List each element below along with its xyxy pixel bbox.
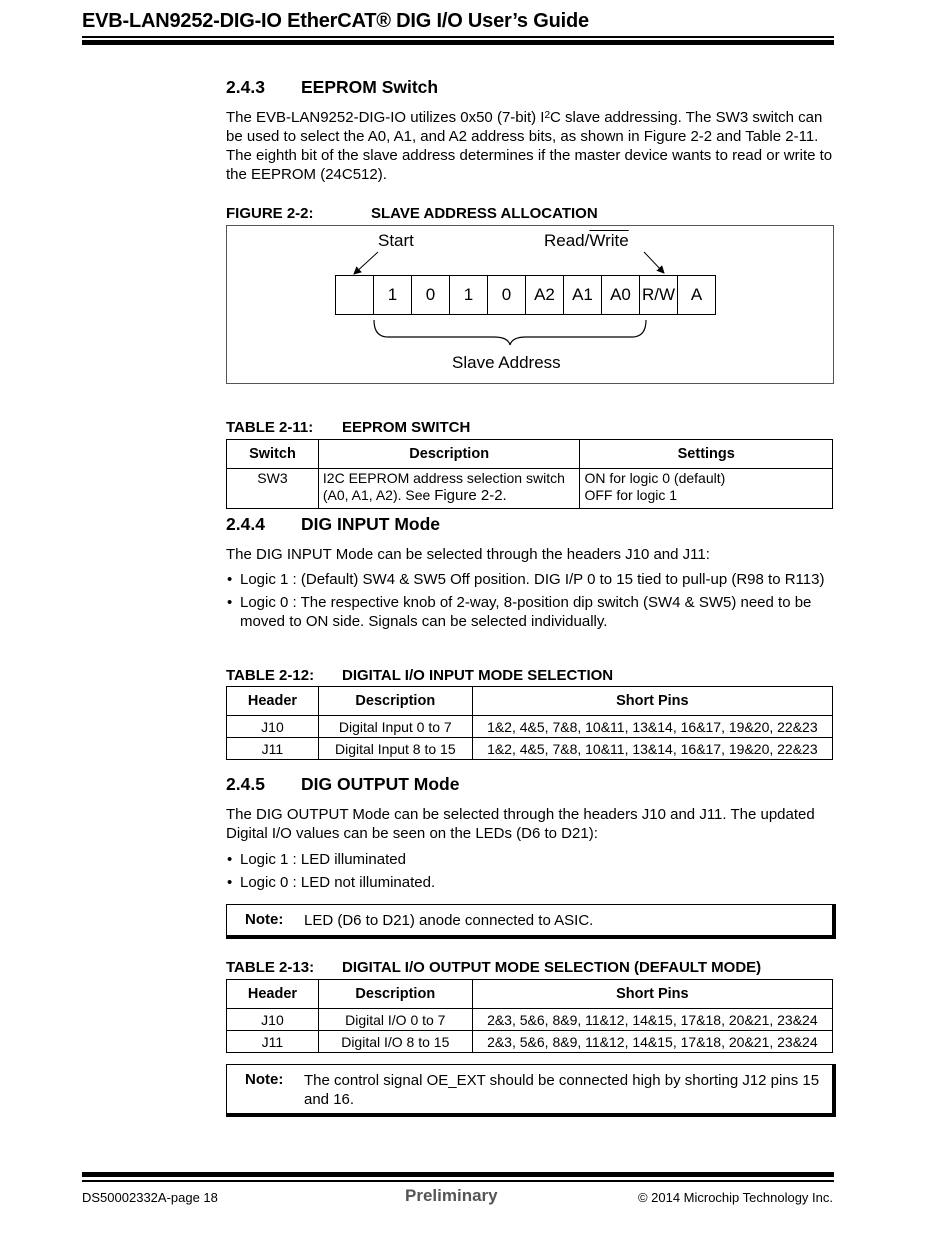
figure-label: FIGURE 2-2: xyxy=(226,205,314,222)
table-cell: J11 xyxy=(227,738,319,760)
figure-reference-link[interactable]: Figure 2-2. xyxy=(434,487,507,504)
table-output-mode xyxy=(226,979,833,1053)
superscript: 2 xyxy=(544,110,551,121)
address-bit-cells xyxy=(335,275,716,315)
footer-rule-thin xyxy=(82,1180,834,1182)
table-cell: Digital I/O 8 to 15 xyxy=(318,1031,472,1053)
document-title: EVB-LAN9252-DIG-IO EtherCAT® DIG I/O User’s Guide xyxy=(82,10,589,32)
table-cell: Digital I/O 0 to 7 xyxy=(318,1009,472,1031)
footer-preliminary: Preliminary xyxy=(405,1186,498,1205)
table-cell: Digital Input 0 to 7 xyxy=(318,716,472,738)
list-item: • Logic 1 : (Default) SW4 & SW5 Off position. DIG I/P 0 to 15 tied to pull-up (R98 to R113) xyxy=(226,570,836,589)
start-arrow xyxy=(354,252,378,274)
table-title: EEPROM SWITCH xyxy=(342,419,471,436)
column-header: Header xyxy=(227,687,319,716)
table-cell xyxy=(580,469,833,509)
section-number: 2.4.3 xyxy=(226,77,265,97)
address-bit-cell: A1 xyxy=(563,275,602,315)
cell-line: I2C EEPROM address selection switch xyxy=(322,470,565,486)
section-title: EEPROM Switch xyxy=(301,77,439,97)
table-label: TABLE 2-11: xyxy=(226,419,314,436)
table-2-11-caption xyxy=(226,419,470,436)
start-label: Start xyxy=(378,231,414,250)
table-cell: 1&2, 4&5, 7&8, 10&11, 13&14, 16&17, 19&20, 22&23 xyxy=(472,738,832,760)
dig-output-bullet-list xyxy=(226,850,836,896)
paragraph-part: The EVB-LAN9252-DIG-IO utilizes 0x50 (7-bit) I xyxy=(226,109,545,126)
column-header: Short Pins xyxy=(472,687,832,716)
table-2-12-caption xyxy=(226,667,613,684)
note-box-led xyxy=(226,904,836,939)
table-2-13-caption xyxy=(226,959,761,976)
column-header: Switch xyxy=(227,440,319,469)
table-cell: SW3 xyxy=(227,469,319,509)
write-label: Write xyxy=(589,231,629,250)
cell-line: ON for logic 0 (default) xyxy=(584,470,726,486)
table-title: DIGITAL I/O OUTPUT MODE SELECTION (DEFAULT MODE) xyxy=(342,959,762,976)
dig-input-bullet-list xyxy=(226,570,836,635)
table-cell: J10 xyxy=(227,1009,319,1031)
address-bit-cell: A2 xyxy=(525,275,564,315)
paragraph-dig-output: The DIG OUTPUT Mode can be selected through the headers J10 and J11. The updated Digital I/O values can be seen on the LEDs (D6 to D21): xyxy=(226,806,815,842)
slave-address-brace xyxy=(374,320,646,345)
table-cell xyxy=(318,469,580,509)
address-bit-cell: 1 xyxy=(373,275,412,315)
paragraph-part: C slave addressing. The SW3 switch can be used to select the A0, A1, and A2 address bits, as shown in Figure 2-2 and Table 2-11. The eighth bit of the slave address determines if the master device wants to read or write to the EEPROM (24C512). xyxy=(226,109,833,183)
section-heading-2-4-5 xyxy=(226,774,459,795)
read-write-arrow xyxy=(644,252,664,273)
footer-document-id: DS50002332A-page 18 xyxy=(82,1190,218,1205)
table-header-row xyxy=(227,980,833,1009)
table-row xyxy=(227,716,833,738)
table-row xyxy=(227,738,833,760)
column-header: Description xyxy=(318,440,580,469)
address-bit-cell: R/W xyxy=(639,275,678,315)
section-heading-2-4-3 xyxy=(226,77,438,98)
table-label: TABLE 2-13: xyxy=(226,959,315,976)
section-title: DIG INPUT Mode xyxy=(301,514,441,534)
list-item: • Logic 0 : The respective knob of 2-way, 8-position dip switch (SW4 & SW5) need to be moved to ON side. Signals can be selected individually. xyxy=(226,593,836,631)
column-header: Header xyxy=(227,980,319,1009)
table-cell: J11 xyxy=(227,1031,319,1053)
note-label: Note: xyxy=(245,911,284,928)
table-cell: J10 xyxy=(227,716,319,738)
table-cell: Digital Input 8 to 15 xyxy=(318,738,472,760)
note-text: The control signal OE_EXT should be connected high by shorting J12 pins 15 and 16. xyxy=(304,1072,820,1108)
note-text: LED (D6 to D21) anode connected to ASIC. xyxy=(304,912,594,929)
note-box-oe-ext xyxy=(226,1064,836,1117)
list-item: • Logic 1 : LED illuminated xyxy=(226,850,836,869)
table-label: TABLE 2-12: xyxy=(226,667,315,684)
address-bit-cell: 1 xyxy=(449,275,488,315)
read-label: Read/ xyxy=(544,231,590,250)
table-row xyxy=(227,1009,833,1031)
paragraph-dig-input: The DIG INPUT Mode can be selected through the headers J10 and J11: xyxy=(226,546,710,563)
table-eeprom-switch xyxy=(226,439,833,509)
column-header: Description xyxy=(318,687,472,716)
column-header: Short Pins xyxy=(472,980,832,1009)
address-bit-cell: A xyxy=(677,275,716,315)
list-item: • Logic 0 : LED not illuminated. xyxy=(226,873,836,892)
footer-copyright: © 2014 Microchip Technology Inc. xyxy=(637,1190,833,1205)
table-header-row xyxy=(227,440,833,469)
table-input-mode xyxy=(226,686,833,760)
address-bit-cell: 0 xyxy=(487,275,526,315)
header-rule-thin xyxy=(82,36,834,38)
address-bit-cell: 0 xyxy=(411,275,450,315)
figure-title: SLAVE ADDRESS ALLOCATION xyxy=(371,205,598,222)
cell-line: OFF for logic 1 xyxy=(584,487,678,503)
section-number: 2.4.4 xyxy=(226,514,265,534)
table-cell: 1&2, 4&5, 7&8, 10&11, 13&14, 16&17, 19&20, 22&23 xyxy=(472,716,832,738)
address-bit-cell xyxy=(335,275,374,315)
table-cell: 2&3, 5&6, 8&9, 11&12, 14&15, 17&18, 20&21, 23&24 xyxy=(472,1009,832,1031)
table-row xyxy=(227,469,833,509)
header-rule-thick xyxy=(82,40,834,45)
note-label: Note: xyxy=(245,1071,284,1088)
address-bit-cell: A0 xyxy=(601,275,640,315)
paragraph-eeprom-switch xyxy=(226,108,836,184)
section-title: DIG OUTPUT Mode xyxy=(301,774,460,794)
table-title: DIGITAL I/O INPUT MODE SELECTION xyxy=(342,667,614,684)
table-cell: 2&3, 5&6, 8&9, 11&12, 14&15, 17&18, 20&21, 23&24 xyxy=(472,1031,832,1053)
table-row xyxy=(227,1031,833,1053)
cell-line: (A0, A1, A2). See xyxy=(322,487,435,503)
column-header: Settings xyxy=(580,440,833,469)
figure-caption xyxy=(226,205,598,222)
slave-address-label: Slave Address xyxy=(452,353,561,372)
footer-rule-thick xyxy=(82,1172,834,1177)
section-number: 2.4.5 xyxy=(226,774,265,794)
table-header-row xyxy=(227,687,833,716)
column-header: Description xyxy=(318,980,472,1009)
section-heading-2-4-4 xyxy=(226,514,440,535)
